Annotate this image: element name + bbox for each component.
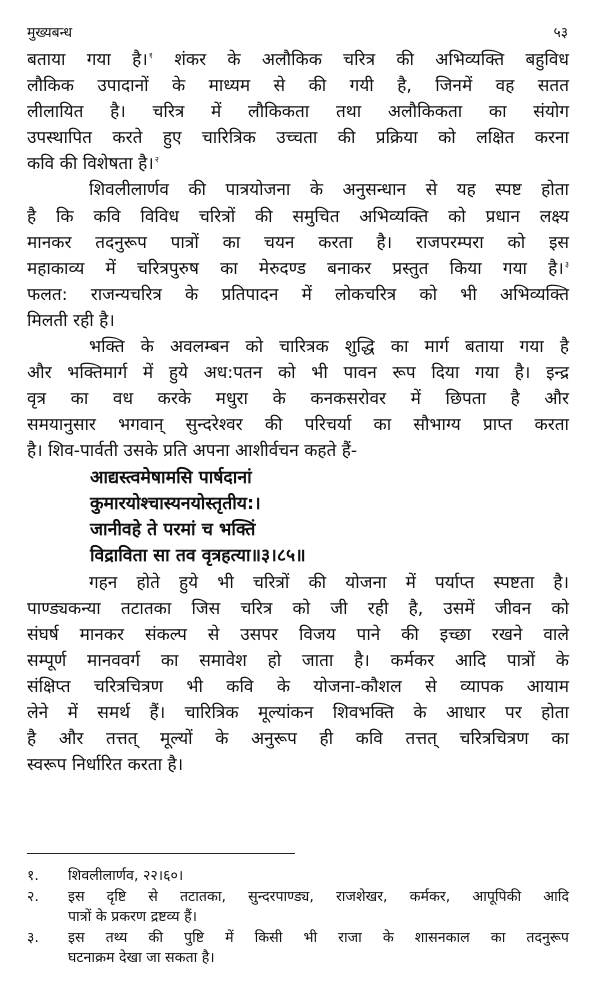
page-number: ५३ xyxy=(553,25,568,41)
running-title: मुख्यबन्ध xyxy=(27,25,73,41)
text-line: है और तत्तत् मूल्यों के अनुरूप ही कवि तत्तत् चरित्रचित्रण का xyxy=(27,729,569,750)
paragraph-2 xyxy=(27,177,569,334)
text-line: लौकिक उपादानों के माध्यम से की गयी है, जिनमें वह सतत xyxy=(27,76,569,97)
paragraph-3 xyxy=(27,334,569,464)
paragraph-4 xyxy=(27,570,569,779)
footnote-text: इस दृष्टि से तटातका, सुन्दरपाण्ड्य, राजशेखर, कर्मकर, आपूपिकी आदि xyxy=(68,888,569,905)
text-line: है। शिव-पार्वती उसके प्रति अपना आशीर्वचन कहते हैं- xyxy=(27,441,358,462)
main-text xyxy=(27,47,569,778)
text-line: और भक्तिमार्ग में हुये अध:पतन को भी पावन रूप दिया गया है। इन्द्र xyxy=(27,363,569,384)
text-span: बताया गया है। xyxy=(27,50,148,70)
footnote-divider xyxy=(27,853,295,854)
footnote-1 xyxy=(27,866,569,887)
text-line xyxy=(27,256,569,282)
footnote-text: शिवलीलार्णव, २२।६०। xyxy=(68,868,184,884)
text-line: संक्षिप्त चरित्रचित्रण भी कवि के योजना-कौशल से व्यापक आयाम xyxy=(27,677,569,698)
footnote-mark: ३ xyxy=(564,259,569,269)
text-line: पाण्ड्यकन्या तटातका जिस चरित्र को जी रही है, उसमें जीवन को xyxy=(27,598,569,619)
footnote-3 xyxy=(27,928,569,969)
footnote-mark: १ xyxy=(148,51,153,60)
paragraph-1 xyxy=(27,47,569,177)
text-line: समयानुसार भगवान् सुन्दरेश्वर की परिचर्या का सौभाग्य प्राप्त करता xyxy=(27,415,569,436)
verse-line: आद्यस्त्वमेषामसि पार्षदानां xyxy=(90,467,252,488)
text-line: शिवलीलार्णव की पात्रयोजना के अनुसन्धान से यह स्पष्ट होता xyxy=(89,180,569,201)
sanskrit-verse xyxy=(27,465,569,570)
footnote-mark: २ xyxy=(154,155,159,165)
footnote-number: ३. xyxy=(27,929,39,946)
verse-line: विद्राविता सा तव वृत्रहत्या॥३।८५॥ xyxy=(90,546,306,567)
text-line: उपस्थापित करते हुए चारित्रिक उच्चता की प्रक्रिया को लक्षित करना xyxy=(27,128,569,149)
footnotes xyxy=(27,866,569,969)
verse-line: कुमारयोश्चास्यनयोस्तृतीय:। xyxy=(90,493,261,514)
text-line xyxy=(27,47,569,73)
text-span: महाकाव्य में चरित्रपुरुष का मेरुदण्ड बनाकर प्रस्तुत किया गया है। xyxy=(27,258,564,279)
footnote-number: १. xyxy=(27,868,39,884)
text-line: सम्पूर्ण मानववर्ग का समावेश हो जाता है। कर्मकर आदि पात्रों के xyxy=(27,650,569,671)
verse-line: जानीवहे ते परमां च भक्तिं xyxy=(90,520,256,541)
running-head xyxy=(27,22,568,44)
footnote-text: पात्रों के प्रकरण द्रष्टव्य हैं। xyxy=(68,909,198,926)
text-line: लीलायित है। चरित्र में लौकिकता तथा अलौकिकता का संयोग xyxy=(27,102,569,123)
footnote-text: इस तथ्य की पुष्टि में किसी भी राजा के शासनकाल का तदनुरूप xyxy=(68,929,569,946)
text-line: गहन होते हुये भी चरित्रों की योजना में पर्याप्त स्पष्टता है। xyxy=(89,572,569,593)
text-span: कवि की विशेषता है। xyxy=(27,154,154,175)
text-line xyxy=(27,151,569,177)
text-line: स्वरूप निर्धारित करता है। xyxy=(27,755,184,776)
footnote-2 xyxy=(27,887,569,928)
text-line: वृत्र का वध करके मधुरा के कनकसरोवर में छिपता है और xyxy=(27,389,569,410)
text-line: मानकर तदनुरूप पात्रों का चयन करता है। राजपरम्परा को इस xyxy=(27,232,569,253)
text-line: भक्ति के अवलम्बन को चारित्रक शुद्धि का मार्ग बताया गया है xyxy=(89,337,569,358)
text-line: लेने में समर्थ हैं। चारित्रिक मूल्यांकन शिवभक्ति के आधार पर होता xyxy=(27,703,569,724)
text-line: मिलती रही है। xyxy=(27,310,115,331)
footnote-text: घटनाक्रम देखा जा सकता है। xyxy=(68,950,215,967)
footnote-number: २. xyxy=(27,888,39,905)
text-span: शंकर के अलौकिक चरित्र की अभिव्यक्ति बहुविध xyxy=(174,50,569,70)
text-line: फलत: राजन्यचरित्र के प्रतिपादन में लोकचरित्र को भी अभिव्यक्ति xyxy=(27,284,569,305)
text-line: है कि कवि विविध चरित्रों की समुचित अभिव्यक्ति को प्रधान लक्ष्य xyxy=(27,206,569,227)
text-line: संघर्ष मानकर संकल्प से उसपर विजय पाने की इच्छा रखने वाले xyxy=(27,624,569,645)
